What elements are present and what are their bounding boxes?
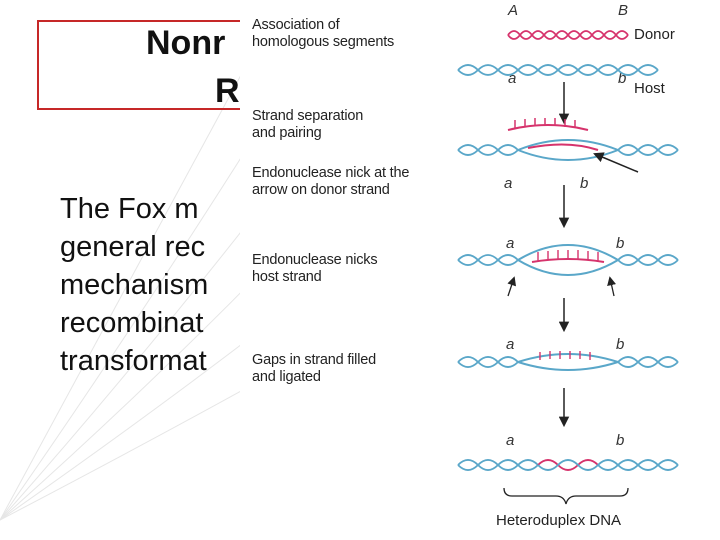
pairing-region <box>458 118 678 172</box>
slide-title-line-2: R <box>215 72 240 110</box>
gap-filled-region <box>458 351 678 370</box>
donor-label: Donor <box>634 26 675 43</box>
recombination-diagram-panel <box>240 0 695 540</box>
body-line: mechanism <box>60 269 209 301</box>
host-helix <box>458 65 658 75</box>
heteroduplex-brace <box>504 488 628 504</box>
body-line: general rec <box>60 231 206 263</box>
label-b-step3: b <box>580 175 589 192</box>
label-b-step4: b <box>616 235 625 252</box>
body-line: transformat <box>60 345 207 377</box>
label-a-step1: a <box>508 70 517 87</box>
label-a-step4: a <box>506 235 515 252</box>
nick-pointer-arrow <box>595 154 638 172</box>
body-line: recombinat <box>60 307 204 339</box>
step-label-strand-separation: Strand separation and pairing <box>252 108 364 141</box>
step-label-gap-filled: Gaps in strand filled and ligated <box>252 352 376 385</box>
label-b-step1: b <box>618 70 627 87</box>
step-label-host-nick: Endonuclease nicks host strand <box>252 252 378 285</box>
label-a-step5: a <box>506 336 515 353</box>
label-A: A <box>508 2 519 19</box>
host-nick-arrow-left <box>508 278 514 296</box>
label-a-step3: a <box>504 175 513 192</box>
label-B: B <box>618 2 629 19</box>
host-nick-arrow-right <box>610 278 614 296</box>
heteroduplex-helix <box>458 460 678 470</box>
host-label: Host <box>634 80 665 97</box>
diagram-graphics <box>240 0 695 540</box>
step-label-donor-nick: Endonuclease nick at the arrow on donor strand <box>252 165 410 198</box>
donor-helix <box>508 31 628 39</box>
heteroduplex-label: Heteroduplex DNA <box>496 512 622 529</box>
host-nick-region <box>458 245 678 296</box>
label-a-final: a <box>506 432 515 449</box>
label-b-final: b <box>616 432 625 449</box>
step-label-association: Association of homologous segments <box>252 17 395 50</box>
label-b-step5: b <box>616 336 625 353</box>
slide-title-line-1: Nonr <box>146 24 226 62</box>
body-line: The Fox m <box>60 193 199 225</box>
slide-body-text <box>60 190 208 380</box>
